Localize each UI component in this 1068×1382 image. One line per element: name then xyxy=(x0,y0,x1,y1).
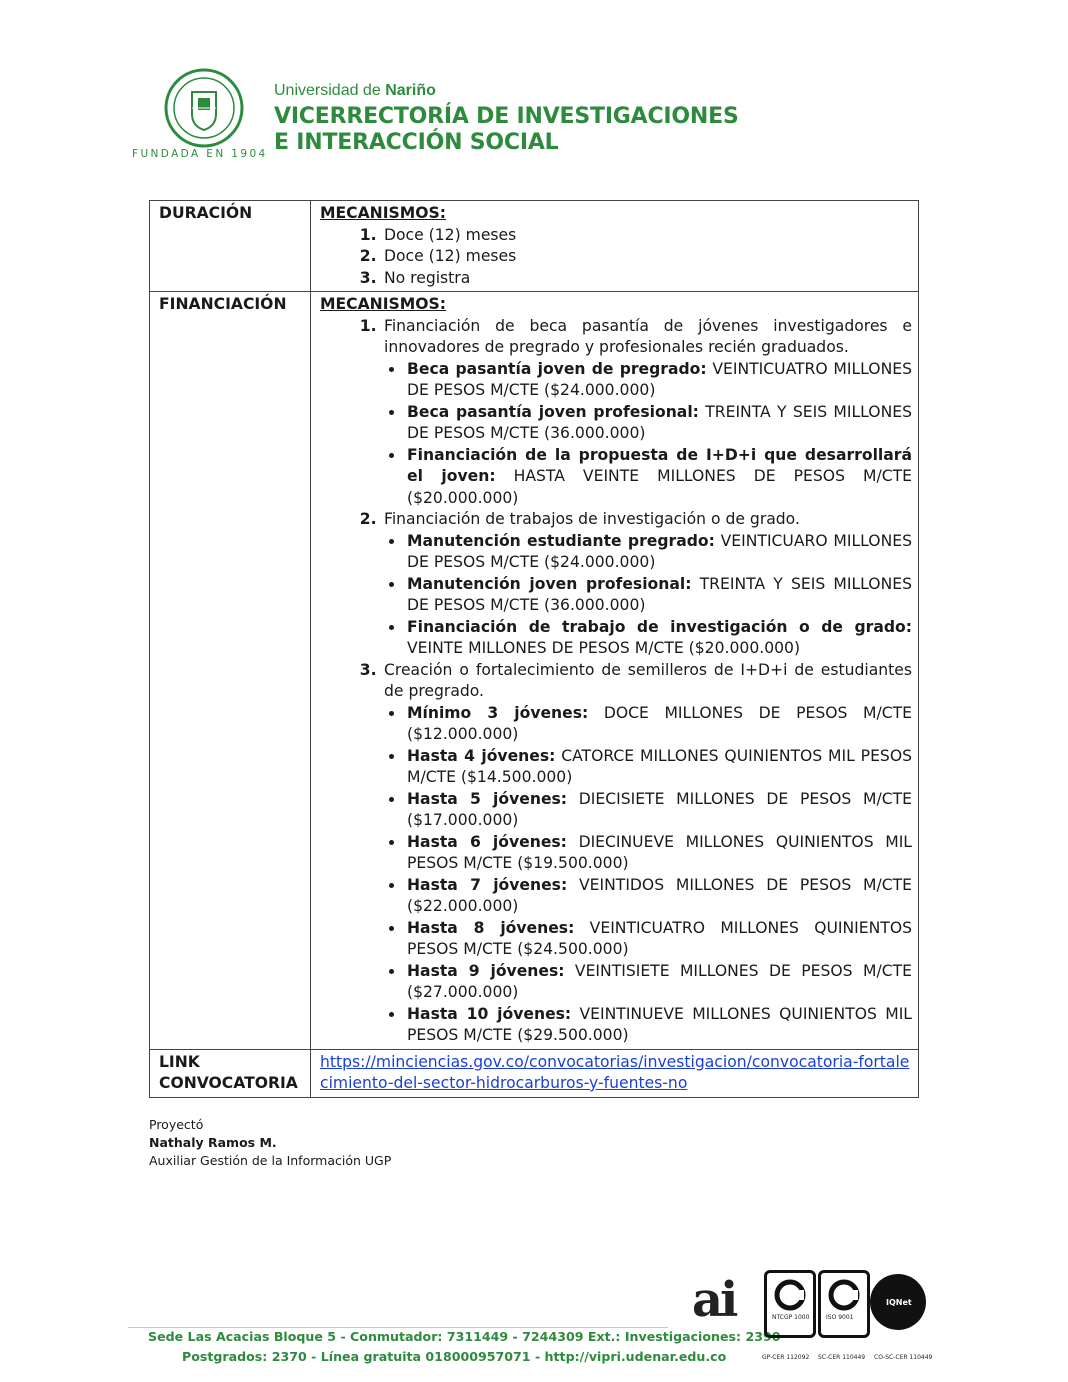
convocatoria-link[interactable]: https://minciencias.gov.co/convocatorias/investigacion/convocatoria-fortalecimiento-del-sector-hidrocarburos-y-fuentes-no xyxy=(320,1052,910,1092)
cert-code: GP-CER 112092 xyxy=(762,1354,810,1361)
mechanism-item xyxy=(382,660,912,1047)
duracion-label: DURACIÓN xyxy=(150,201,311,292)
vicerrectoria-line2: E INTERACCIÓN SOCIAL xyxy=(274,130,559,155)
cert-code: CO-SC-CER 110449 xyxy=(874,1354,933,1361)
bullet-item: • Mínimo 3 jóvenes: DOCE MILLONES DE PESOS M/CTE ($12.000.000) xyxy=(405,703,912,746)
university-main: Nariño xyxy=(385,82,436,99)
bullet-item: • Hasta 8 jóvenes: VEINTICUATRO MILLONES QUINIENTOS PESOS M/CTE ($24.500.000) xyxy=(405,918,912,961)
certification-logos xyxy=(692,1268,942,1368)
cert-name: NTCGP 1000 xyxy=(772,1314,810,1321)
bullet-item: • Hasta 4 jóvenes: CATORCE MILLONES QUINIENTOS MIL PESOS M/CTE ($14.500.000) xyxy=(405,746,912,789)
financiacion-content xyxy=(311,292,919,1050)
financiacion-label: FINANCIACIÓN xyxy=(150,292,311,1050)
mechanism-text: Creación o fortalecimiento de semilleros de I+D+i de estudiantes de pregrado. xyxy=(384,660,912,700)
bullet-list xyxy=(384,531,912,660)
financiacion-list xyxy=(320,316,912,1047)
info-table xyxy=(149,200,919,1098)
bullet-list xyxy=(384,703,912,1047)
bullet-item: • Hasta 7 jóvenes: VEINTIDOS MILLONES DE PESOS M/CTE ($22.000.000) xyxy=(405,875,912,918)
list-item: 2. Doce (12) meses xyxy=(382,246,912,268)
link-content xyxy=(311,1049,919,1097)
row-link xyxy=(150,1049,919,1097)
university-name xyxy=(274,82,436,100)
duracion-heading: MECANISMOS: xyxy=(320,204,447,222)
university-prefix: Universidad de xyxy=(274,82,381,99)
bullet-list xyxy=(384,359,912,510)
bullet-item: • Beca pasantía joven profesional: TREINTA Y SEIS MILLONES DE PESOS M/CTE (36.000.000) xyxy=(405,402,912,445)
bullet-item: • Manutención joven profesional: TREINTA Y SEIS MILLONES DE PESOS M/CTE (36.000.000) xyxy=(405,574,912,617)
mechanism-text: Financiación de beca pasantía de jóvenes investigadores e innovadores de pregrado y profesionales recién graduados. xyxy=(384,316,912,356)
bullet-item: • Financiación de la propuesta de I+D+i que desarrollará el joven: HASTA VEINTE MILLONES DE PESOS M/CTE ($20.000.000) xyxy=(405,445,912,510)
signature-role: Proyectó xyxy=(149,1117,204,1132)
footer-contact: Postgrados: 2370 - Línea gratuita 018000957071 - http://vipri.udenar.edu.co xyxy=(182,1349,727,1364)
bullet-item: • Hasta 5 jóvenes: DIECISIETE MILLONES DE PESOS M/CTE ($17.000.000) xyxy=(405,789,912,832)
bullet-item: • Hasta 6 jóvenes: DIECINUEVE MILLONES QUINIENTOS MIL PESOS M/CTE ($19.500.000) xyxy=(405,832,912,875)
signature-position: Auxiliar Gestión de la Información UGP xyxy=(149,1153,392,1168)
icontec-iso-icon xyxy=(818,1270,870,1338)
mechanism-text: Financiación de trabajos de investigación o de grado. xyxy=(384,510,800,528)
signature-block xyxy=(149,1116,391,1170)
icontec-ntcgp-icon xyxy=(764,1270,816,1338)
bullet-item: • Financiación de trabajo de investigación o de grado: VEINTE MILLONES DE PESOS M/CTE ($20.000.000) xyxy=(405,617,912,660)
footer-divider xyxy=(128,1327,668,1328)
duracion-content xyxy=(311,201,919,292)
row-financiacion xyxy=(150,292,919,1050)
list-item: 1. Doce (12) meses xyxy=(382,225,912,247)
link-label: LINK CONVOCATORIA xyxy=(150,1049,311,1097)
mechanism-item xyxy=(382,316,912,510)
footer-address: Sede Las Acacias Bloque 5 - Conmutador: 7311449 - 7244309 Ext.: Investigaciones: 2390 xyxy=(148,1329,781,1344)
duracion-list xyxy=(320,225,912,290)
cert-name: ISO 9001 xyxy=(826,1314,854,1321)
financiacion-heading: MECANISMOS: xyxy=(320,295,447,313)
letterhead xyxy=(132,68,739,168)
signature-name: Nathaly Ramos M. xyxy=(149,1135,277,1150)
vicerrectoria-line1: VICERRECTORÍA DE INVESTIGACIONES xyxy=(274,104,739,129)
list-item: 3. No registra xyxy=(382,268,912,290)
founded-text: FUNDADA EN 1904 xyxy=(132,148,268,160)
mechanism-item xyxy=(382,509,912,660)
bullet-item: • Manutención estudiante pregrado: VEINTICUARO MILLONES DE PESOS M/CTE ($24.000.000) xyxy=(405,531,912,574)
bullet-item: • Hasta 10 jóvenes: VEINTINUEVE MILLONES QUINIENTOS MIL PESOS M/CTE ($29.500.000) xyxy=(405,1004,912,1047)
university-seal-logo xyxy=(164,68,244,148)
iqnet-label: IQNet xyxy=(886,1298,912,1307)
bullet-item: • Beca pasantía joven de pregrado: VEINTICUATRO MILLONES DE PESOS M/CTE ($24.000.000) xyxy=(405,359,912,402)
accreditation-logo: ai xyxy=(692,1272,736,1328)
cert-code: SC-CER 110449 xyxy=(818,1354,866,1361)
row-duracion xyxy=(150,201,919,292)
bullet-item: • Hasta 9 jóvenes: VEINTISIETE MILLONES DE PESOS M/CTE ($27.000.000) xyxy=(405,961,912,1004)
